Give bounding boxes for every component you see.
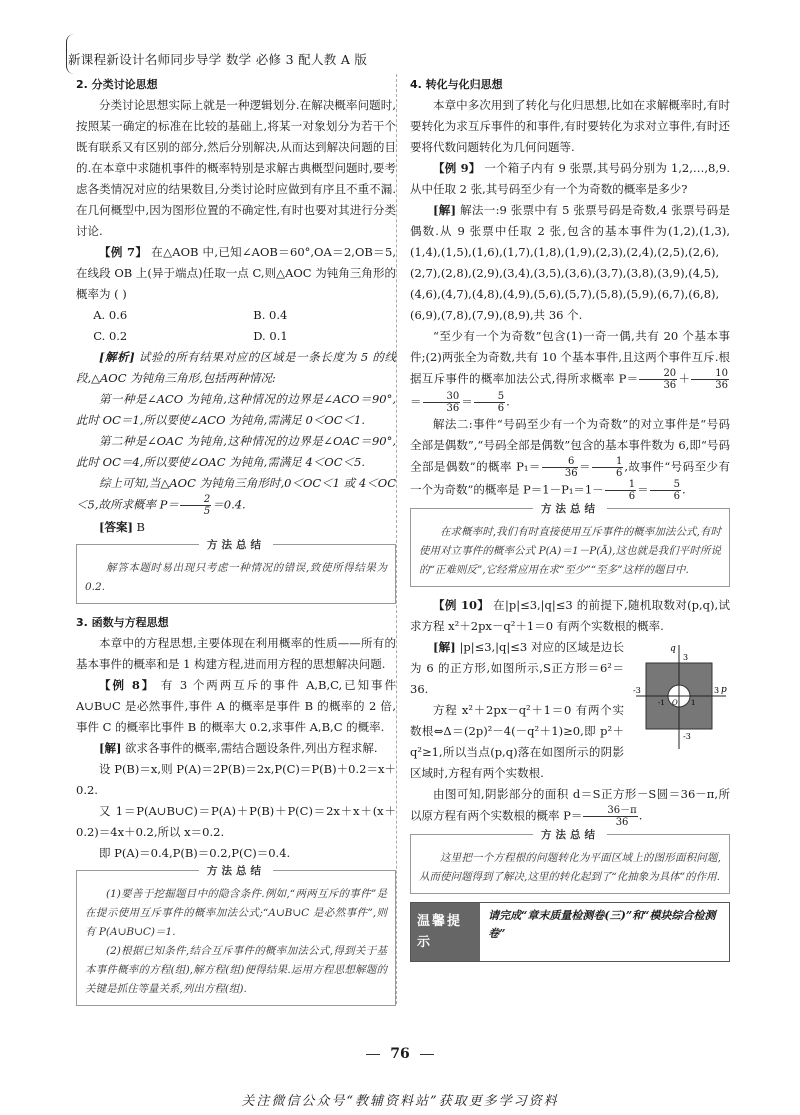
summary-title: 方法总结 bbox=[533, 500, 607, 519]
example-10-question: 【例 10】 在|p|≤3,|q|≤3 的前提下,随机取数对(p,q),试求方程 x²＋2px－q²＋1＝0 有两个实数根的概率. bbox=[410, 598, 730, 633]
example-8-solution-1: [解] 欲求各事件的概率,需结合题设条件,列出方程求解. bbox=[99, 741, 378, 755]
svg-text:-3: -3 bbox=[683, 732, 691, 741]
option-a: A. 0.6 bbox=[93, 308, 128, 322]
section-3-text: 本章中的方程思想,主要体现在利用概率的性质——所有的基本事件的概率和是 1 构建方程,进而用方程的思想解决问题. bbox=[76, 636, 396, 671]
option-c: C. 0.2 bbox=[93, 329, 128, 343]
section-2-text: 分类讨论思想实际上就是一种逻辑划分.在解决概率问题时,按照某一确定的标准在比较的基础上,将某一对象划分为若干个既有联系又有区别的部分,然后分别解决,从而达到解决问题的目的.在本章中求随机事件的概率特别是求解古典概型问题时,要考虑各类情况对应的结果数目,分类讨论时应做到有序且不重不漏.在几何概型中,因为图形位置的不确定性,有时也要对其进行分类讨论. bbox=[76, 98, 396, 238]
warm-tip-label: 温馨提示 bbox=[411, 903, 480, 961]
section-3-title: 3. 函数与方程思想 bbox=[76, 616, 169, 629]
warm-tip-text: 请完成“章末质量检测卷(三)”和“模块综合检测卷” bbox=[488, 909, 716, 940]
method-summary-3: 方法总结 在求概率时,我们有时直接使用互斥事件的概率加法公式,有时使用对立事件的概率公式 P(A)＝1－P(Ā),这也就是我们平时所说的“正难则反”,它经常应用在求“至少”“至多”这样的题目中. bbox=[410, 508, 730, 587]
example-7-answer: [答案] B bbox=[99, 520, 145, 534]
method-summary-4: 方法总结 这里把一个方程根的问题转化为平面区域上的图形面积问题,从而使问题得到了解决,这里的转化起到了“化抽象为具体”的作用. bbox=[410, 834, 730, 894]
summary-title: 方法总结 bbox=[199, 536, 273, 555]
summary-title: 方法总结 bbox=[533, 826, 607, 845]
example-7-solution-4: 综上可知,当△AOC 为钝角三角形时,0＜OC＜1 或 4＜OC＜5,故所求概率 P＝ $\frac{2}{5}$ ＝0.4. bbox=[76, 476, 396, 517]
left-column bbox=[76, 74, 396, 1014]
example-7-solution-3: 第二种是∠OAC 为钝角,这种情况的边界是∠OAC＝90°,此时 OC＝4,所以要使∠OAC 为钝角,需满足 4＜OC＜5. bbox=[76, 434, 396, 469]
column-divider bbox=[396, 74, 397, 1004]
example-9-question: 【例 9】 一个箱子内有 9 张票,其号码分别为 1,2,…,8,9.从中任取 2 张,其号码至少有一个为奇数的概率是多少? bbox=[410, 161, 730, 196]
page-header: 新课程新设计名师同步导学 数学 必修 3 配人教 A 版 bbox=[68, 52, 368, 67]
svg-text:1: 1 bbox=[691, 699, 696, 707]
example-8-solution-2: 设 P(B)＝x,则 P(A)＝2P(B)＝2x,P(C)＝P(B)＋0.2＝x＋0.2. bbox=[76, 762, 396, 797]
footer-note: 关注微信公众号“教辅资料站”获取更多学习资料 bbox=[241, 1094, 559, 1109]
example-7-solution-1: [解析] 试验的所有结果对应的区域是一条长度为 5 的线段,△AOC 为钝角三角形,包括两种情况: bbox=[76, 350, 396, 385]
svg-text:3: 3 bbox=[683, 653, 689, 662]
fraction: $\frac{2}{5}$ bbox=[180, 494, 211, 517]
example-7-question: 【例 7】 在△AOB 中,已知∠AOB＝60°,OA＝2,OB＝5,在线段 OB 上(异于端点)任取一点 C,则△AOC 为钝角三角形的概率为 ( ) bbox=[76, 245, 396, 301]
page-number: 76 bbox=[0, 1046, 800, 1062]
summary-title: 方法总结 bbox=[199, 862, 273, 881]
example-7-options bbox=[76, 305, 396, 347]
example-8-solution-3: 又 1＝P(A∪B∪C)＝P(A)＋P(B)＋P(C)＝2x＋x＋(x＋0.2)＝4x＋0.2,所以 x＝0.2. bbox=[76, 804, 396, 839]
option-d: D. 0.1 bbox=[253, 329, 288, 343]
example-7-solution-2: 第一种是∠ACO 为钝角,这种情况的边界是∠ACO＝90°,此时 OC＝1,所以要使∠ACO 为钝角,需满足 0＜OC＜1. bbox=[76, 392, 396, 427]
method-summary-2: 方法总结 (1)要善于挖掘题目中的隐含条件.例如,“两两互斥的事件”是在提示使用互斥事件的概率加法公式;“A∪B∪C 是必然事件”,则有 P(A∪B∪C)＝1. (2)根据已知条件,结合互斥事件的概率加法公式,得到关于基本事件概率的方程(组),解方程(组)便得结果.运用方程思想解题的关键是抓住等量关系,列出方程(组). bbox=[76, 870, 396, 1006]
example-9-solution-2: “至少有一个为奇数”包含(1)一奇一偶,共有 20 个基本事件;(2)两张全为奇数,共有 10 个基本事件,且这两个事件互斥.根据互斥事件的概率加法公式,得所求概率 P＝ $\frac{20}{36}$ ＋ $\frac{10}{36}$ ＝ $\frac{30}{36}$ ＝ $\frac{5}{6}$ . bbox=[410, 329, 730, 414]
svg-text:-3: -3 bbox=[633, 686, 641, 695]
section-4-text: 本章中多次用到了转化与化归思想,比如在求解概率时,有时要转化为求互斥事件的和事件,有时要转化为求对立事件,有时还要将代数问题转化为几何问题等. bbox=[410, 98, 730, 154]
warm-tip-box bbox=[410, 902, 730, 962]
example-10-solution-1: [解] |p|≤3,|q|≤3 对应的区域是边长为 6 的正方形,如图所示,S正方形＝6²＝36. bbox=[410, 640, 625, 696]
example-10-solution-2: 方程 x²＋2px－q²＋1＝0 有两个实数根⇔Δ＝(2p)²－4(－q²＋1)≥0,即 p²＋q²≥1,所以当点(p,q)落在如图所示的阴影区域时,方程有两个实数根. bbox=[410, 703, 624, 780]
section-4-title: 4. 转化与化归思想 bbox=[410, 78, 503, 91]
option-b: B. 0.4 bbox=[253, 308, 288, 322]
example-10-solution-3: 由图可知,阴影部分的面积 d＝S正方形－S圆＝36－π,所以原方程有两个实数根的概率 P＝ $\frac{36-\pi}{36}$ . bbox=[410, 787, 730, 828]
svg-text:q: q bbox=[670, 644, 676, 654]
example-9-solution-3: 解法二:事件“号码至少有一个为奇数”的对立事件是“号码全部是偶数”,“号码全部是偶数”包含的基本事件数为 6,即“号码全部是偶数”的概率 P₁＝ $\frac{6}{36}$ ＝ $\frac{1}{6}$ ,故事件“号码至少有一个为奇数”的概率是 P＝1－P₁＝1－ $\frac{1}{6}$ ＝ $\frac{5}{6}$ . bbox=[410, 417, 730, 502]
svg-text:p: p bbox=[721, 685, 727, 695]
section-2-title: 2. 分类讨论思想 bbox=[76, 78, 158, 91]
svg-text:3: 3 bbox=[714, 686, 720, 695]
example-9-solution-1: [解] 解法一:9 张票中有 5 张票号码是奇数,4 张票号码是偶数.从 9 张票中任取 2 张,包含的基本事件为(1,2),(1,3),(1,4),(1,5),(1,6),(1,7),(1,8),(1,9),(2,3),(2,4),(2,5),(2,6),(2,7),(2,8),(2,9),(3,4),(3,5),(3,6),(3,7),(3,8),(3,9),(4,5),(4,6),(4,7),(4,8),(4,9),(5,6),(5,7),(5,8),(5,9),(6,7),(6,8),(6,9),(7,8),(7,9),(8,9),共 36 个. bbox=[410, 203, 731, 322]
method-summary-1: 方法总结 解答本题时易出现只考虑一种情况的错误,致使所得结果为 0.2. bbox=[76, 544, 396, 604]
svg-text:O: O bbox=[672, 699, 678, 707]
square-circle-figure bbox=[630, 641, 730, 751]
svg-text:-1: -1 bbox=[658, 699, 665, 707]
example-8-solution-4: 即 P(A)＝0.4,P(B)＝0.2,P(C)＝0.4. bbox=[99, 846, 291, 860]
right-column bbox=[410, 74, 730, 962]
example-8-question: 【例 8】 有 3 个两两互斥的事件 A,B,C,已知事件 A∪B∪C 是必然事件,事件 A 的概率是事件 B 的概率的 2 倍,事件 C 的概率比事件 B 的概率大 0.2,求事件 A,B,C 的概率. bbox=[76, 678, 396, 734]
